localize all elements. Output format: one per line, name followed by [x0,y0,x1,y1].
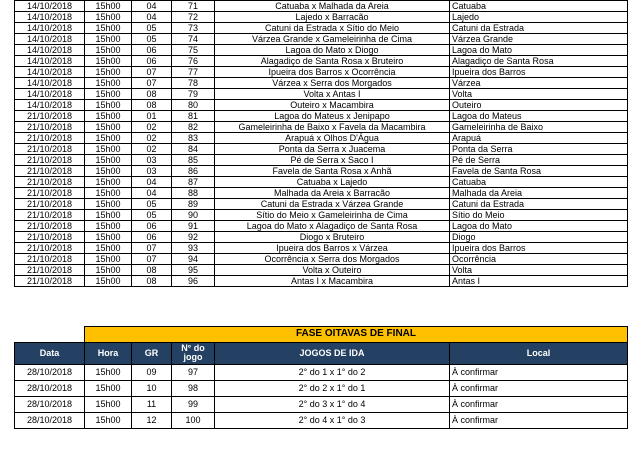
local-cell: Catuni da Estrada [450,199,628,210]
group-cell: 07 [132,67,172,78]
group-cell: 02 [132,122,172,133]
time-cell: 15h00 [85,210,132,221]
date-cell: 28/10/2018 [15,380,85,396]
match-cell: Sítio do Meio x Gameleirinha de Cima [215,210,450,221]
match-cell: Antas I x Macambira [215,276,450,287]
group-cell: 04 [132,1,172,12]
group-cell: 09 [132,364,172,380]
table-row [15,122,628,133]
table-row [15,232,628,243]
table-row [15,221,628,232]
game-number-cell: 76 [172,56,215,67]
table-row [15,144,628,155]
header-group: GR [132,342,172,364]
group-cell: 02 [132,144,172,155]
local-cell: Lagoa do Mateus [450,111,628,122]
game-number-cell: 83 [172,133,215,144]
match-cell: Outeiro x Macambira [215,100,450,111]
table-row [15,243,628,254]
local-cell: Outeiro [450,100,628,111]
group-cell: 03 [132,155,172,166]
oitavas-header-row [15,342,628,364]
header-matches: JOGOS DE IDA [215,342,450,364]
table-row [15,199,628,210]
date-cell: 21/10/2018 [15,177,85,188]
match-cell: Ipueira dos Barros x Ocorrência [215,67,450,78]
match-cell: Volta x Antas I [215,89,450,100]
game-number-cell: 85 [172,155,215,166]
local-cell: Lajedo [450,12,628,23]
time-cell: 15h00 [85,34,132,45]
game-number-cell: 87 [172,177,215,188]
match-cell: Volta x Outeiro [215,265,450,276]
group-cell: 06 [132,45,172,56]
game-number-cell: 74 [172,34,215,45]
local-cell: Sítio do Meio [450,210,628,221]
match-cell: 2° do 3 x 1° do 4 [215,396,450,412]
local-cell: Alagadiço de Santa Rosa [450,56,628,67]
game-number-cell: 81 [172,111,215,122]
time-cell: 15h00 [85,177,132,188]
time-cell: 15h00 [85,232,132,243]
local-cell: Diogo [450,232,628,243]
date-cell: 28/10/2018 [15,412,85,428]
date-cell: 14/10/2018 [15,45,85,56]
game-number-cell: 79 [172,89,215,100]
date-cell: 21/10/2018 [15,276,85,287]
time-cell: 15h00 [85,199,132,210]
match-cell: Favela de Santa Rosa x Anhã [215,166,450,177]
date-cell: 21/10/2018 [15,122,85,133]
time-cell: 15h00 [85,221,132,232]
local-cell: Várzea Grande [450,34,628,45]
table-row [15,89,628,100]
game-number-cell: 90 [172,210,215,221]
table-row [15,188,628,199]
group-cell: 07 [132,254,172,265]
local-cell: Arapuá [450,133,628,144]
group-cell: 08 [132,100,172,111]
game-number-cell: 98 [172,380,215,396]
match-cell: Lagoa do Mato x Alagadiço de Santa Rosa [215,221,450,232]
local-cell: Ponta da Serra [450,144,628,155]
group-cell: 05 [132,34,172,45]
time-cell: 15h00 [85,111,132,122]
local-cell: Ipueira dos Barros [450,243,628,254]
game-number-cell: 75 [172,45,215,56]
match-cell: Ocorrência x Serra dos Morgados [215,254,450,265]
header-game-number: N° do jogo [172,342,215,364]
table-row [15,45,628,56]
oitavas-title-spacer-left [15,327,85,343]
game-number-cell: 73 [172,23,215,34]
match-cell: Catuni da Estrada x Várzea Grande [215,199,450,210]
date-cell: 21/10/2018 [15,232,85,243]
match-cell: 2° do 2 x 1° do 1 [215,380,450,396]
local-cell: Ocorrência [450,254,628,265]
date-cell: 21/10/2018 [15,188,85,199]
local-cell: Ipueira dos Barros [450,67,628,78]
match-cell: 2° do 4 x 1° do 3 [215,412,450,428]
game-number-cell: 94 [172,254,215,265]
time-cell: 15h00 [85,89,132,100]
game-number-cell: 78 [172,78,215,89]
date-cell: 14/10/2018 [15,56,85,67]
local-cell: À confirmar [450,380,628,396]
table-row [15,210,628,221]
date-cell: 14/10/2018 [15,1,85,12]
match-cell: Várzea Grande x Gameleirinha de Cima [215,34,450,45]
local-cell: À confirmar [450,412,628,428]
group-cell: 08 [132,276,172,287]
table-row [15,1,628,12]
game-number-cell: 82 [172,122,215,133]
game-number-cell: 96 [172,276,215,287]
time-cell: 15h00 [85,254,132,265]
group-cell: 01 [132,111,172,122]
group-cell: 12 [132,412,172,428]
match-cell: Lagoa do Mateus x Jenipapo [215,111,450,122]
time-cell: 15h00 [85,1,132,12]
time-cell: 15h00 [85,78,132,89]
table-row [15,177,628,188]
table-row [15,34,628,45]
date-cell: 21/10/2018 [15,243,85,254]
table-row [15,265,628,276]
time-cell: 15h00 [85,12,132,23]
table-row [15,412,628,428]
oitavas-title: FASE OITAVAS DE FINAL [85,327,628,343]
time-cell: 15h00 [85,380,132,396]
local-cell: Catuni da Estrada [450,23,628,34]
games-table [14,0,628,287]
time-cell: 15h00 [85,144,132,155]
group-cell: 08 [132,89,172,100]
time-cell: 15h00 [85,133,132,144]
table-row [15,396,628,412]
date-cell: 21/10/2018 [15,199,85,210]
table-row [15,67,628,78]
group-cell: 10 [132,380,172,396]
date-cell: 21/10/2018 [15,111,85,122]
group-cell: 05 [132,210,172,221]
date-cell: 21/10/2018 [15,265,85,276]
group-cell: 06 [132,221,172,232]
table-row [15,155,628,166]
time-cell: 15h00 [85,45,132,56]
date-cell: 14/10/2018 [15,67,85,78]
time-cell: 15h00 [85,396,132,412]
table-row [15,364,628,380]
date-cell: 21/10/2018 [15,221,85,232]
date-cell: 14/10/2018 [15,12,85,23]
match-cell: Catuni da Estrada x Sítio do Meio [215,23,450,34]
game-number-cell: 92 [172,232,215,243]
match-cell: Gameleirinha de Baixo x Favela da Macambira [215,122,450,133]
oitavas-table [14,326,628,429]
group-cell: 05 [132,23,172,34]
table-row [15,12,628,23]
table-row [15,56,628,67]
game-number-cell: 95 [172,265,215,276]
table-row [15,111,628,122]
game-number-cell: 77 [172,67,215,78]
local-cell: Lagoa do Mato [450,45,628,56]
group-cell: 03 [132,166,172,177]
local-cell: Volta [450,89,628,100]
local-cell: Antas I [450,276,628,287]
match-cell: Pé de Serra x Saco I [215,155,450,166]
header-date: Data [15,342,85,364]
match-cell: 2° do 1 x 1° do 2 [215,364,450,380]
time-cell: 15h00 [85,155,132,166]
date-cell: 14/10/2018 [15,100,85,111]
time-cell: 15h00 [85,412,132,428]
group-cell: 08 [132,265,172,276]
date-cell: 21/10/2018 [15,144,85,155]
group-cell: 11 [132,396,172,412]
date-cell: 21/10/2018 [15,155,85,166]
date-cell: 28/10/2018 [15,396,85,412]
table-row [15,166,628,177]
group-cell: 06 [132,232,172,243]
game-number-cell: 86 [172,166,215,177]
match-cell: Ponta da Serra x Juacema [215,144,450,155]
time-cell: 15h00 [85,188,132,199]
game-number-cell: 97 [172,364,215,380]
group-cell: 07 [132,243,172,254]
local-cell: À confirmar [450,364,628,380]
group-cell: 04 [132,12,172,23]
game-number-cell: 93 [172,243,215,254]
match-cell: Malhada da Areia x Barracão [215,188,450,199]
time-cell: 15h00 [85,67,132,78]
date-cell: 14/10/2018 [15,78,85,89]
match-cell: Catuaba x Malhada da Areia [215,1,450,12]
table-row [15,133,628,144]
match-cell: Alagadiço de Santa Rosa x Bruteiro [215,56,450,67]
group-cell: 04 [132,177,172,188]
date-cell: 21/10/2018 [15,254,85,265]
game-number-cell: 72 [172,12,215,23]
time-cell: 15h00 [85,23,132,34]
match-cell: Catuaba x Lajedo [215,177,450,188]
local-cell: Várzea [450,78,628,89]
date-cell: 21/10/2018 [15,133,85,144]
local-cell: Lagoa do Mato [450,221,628,232]
header-local: Local [450,342,628,364]
local-cell: Pé de Serra [450,155,628,166]
match-cell: Várzea x Serra dos Morgados [215,78,450,89]
local-cell: À confirmar [450,396,628,412]
game-number-cell: 99 [172,396,215,412]
game-number-cell: 71 [172,1,215,12]
time-cell: 15h00 [85,276,132,287]
date-cell: 21/10/2018 [15,166,85,177]
time-cell: 15h00 [85,364,132,380]
local-cell: Favela de Santa Rosa [450,166,628,177]
local-cell: Volta [450,265,628,276]
header-time: Hora [85,342,132,364]
group-cell: 02 [132,133,172,144]
time-cell: 15h00 [85,166,132,177]
game-number-cell: 84 [172,144,215,155]
table-row [15,23,628,34]
table-row [15,100,628,111]
match-cell: Lajedo x Barracão [215,12,450,23]
date-cell: 14/10/2018 [15,23,85,34]
local-cell: Catuaba [450,177,628,188]
group-cell: 05 [132,199,172,210]
local-cell: Malhada da Areia [450,188,628,199]
games-table-body [15,1,628,287]
time-cell: 15h00 [85,243,132,254]
local-cell: Gameleirinha de Baixo [450,122,628,133]
table-row [15,380,628,396]
game-number-cell: 100 [172,412,215,428]
date-cell: 14/10/2018 [15,34,85,45]
table-row [15,276,628,287]
time-cell: 15h00 [85,100,132,111]
date-cell: 21/10/2018 [15,210,85,221]
table-row [15,254,628,265]
date-cell: 14/10/2018 [15,89,85,100]
match-cell: Ipueira dos Barros x Várzea [215,243,450,254]
time-cell: 15h00 [85,56,132,67]
oitavas-table-body [15,364,628,428]
game-number-cell: 89 [172,199,215,210]
time-cell: 15h00 [85,265,132,276]
match-cell: Diogo x Bruteiro [215,232,450,243]
group-cell: 07 [132,78,172,89]
table-row [15,78,628,89]
local-cell: Catuaba [450,1,628,12]
match-cell: Arapuá x Olhos D'Água [215,133,450,144]
game-number-cell: 91 [172,221,215,232]
game-number-cell: 80 [172,100,215,111]
group-cell: 04 [132,188,172,199]
time-cell: 15h00 [85,122,132,133]
game-number-cell: 88 [172,188,215,199]
date-cell: 28/10/2018 [15,364,85,380]
match-cell: Lagoa do Mato x Diogo [215,45,450,56]
group-cell: 06 [132,56,172,67]
